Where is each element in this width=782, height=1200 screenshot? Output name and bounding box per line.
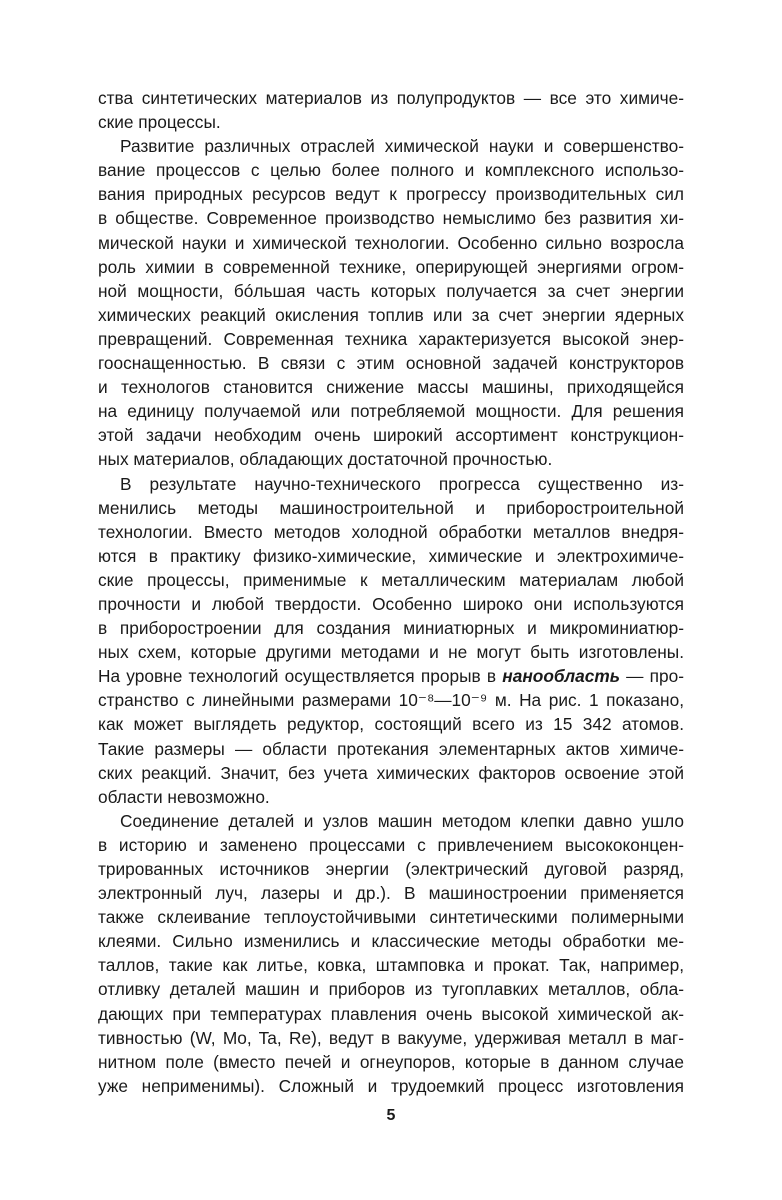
text-line: ских реакций. Значит, без учета химических факторов освоение этой bbox=[98, 762, 684, 783]
paragraph-2 bbox=[98, 134, 684, 471]
paragraph-3 bbox=[98, 472, 684, 809]
page-body bbox=[98, 86, 684, 1098]
text-line: прочности и любой твердости. Особенно широко они используются bbox=[98, 593, 684, 614]
text-fragment: — про- bbox=[619, 666, 684, 687]
text-line: Развитие различных отраслей химической науки и совершенство- bbox=[120, 136, 684, 157]
text-line: превращений. Современная техника характеризуется высокой энер- bbox=[98, 328, 684, 349]
text-line: ются в практику физико-химические, химические и электрохимиче- bbox=[98, 545, 684, 566]
text-line: и технологов становится снижение массы машины, приходящейся bbox=[98, 377, 684, 398]
text-fragment: На уровне технологий осуществляется прорыв в bbox=[98, 666, 503, 687]
text-line: ных схем, которые другими методами и не могут быть изготовлены. bbox=[98, 642, 684, 663]
text-line: также склеивание теплоустойчивыми синтетическими полимерными bbox=[98, 907, 684, 928]
text-line: на единицу получаемой или потребляемой мощности. Для решения bbox=[98, 401, 684, 422]
text-line: ские процессы. bbox=[98, 112, 221, 133]
text-line: в обществе. Современное производство немыслимо без развития хи- bbox=[98, 208, 684, 229]
text-line: В результате научно-технического прогресса существенно из- bbox=[120, 473, 684, 494]
text-line: технологии. Вместо методов холодной обработки металлов внедря- bbox=[98, 521, 684, 542]
text-line: клеями. Сильно изменились и классические методы обработки ме- bbox=[98, 931, 684, 952]
page-number: 5 bbox=[386, 1107, 396, 1124]
text-line: уже неприменимы). Сложный и трудоемкий процесс изготовления bbox=[98, 1075, 684, 1096]
paragraph-4 bbox=[98, 809, 684, 1098]
text-line: в приборостроении для создания миниатюрных и микроминиатюр- bbox=[98, 618, 684, 639]
text-line: как может выглядеть редуктор, состоящий всего из 15 342 атомов. bbox=[98, 714, 684, 735]
text-line: дающих при температурах плавления очень высокой химической ак- bbox=[98, 1003, 684, 1024]
text-line: странство с линейными размерами 10⁻⁸—10⁻⁹ м. На рис. 1 показано, bbox=[98, 690, 684, 711]
emphasized-term: нанообласть bbox=[502, 666, 620, 687]
text-line: Соединение деталей и узлов машин методом клепки давно ушло bbox=[120, 810, 684, 831]
text-line: роль химии в современной технике, оперирующей энергиями огром- bbox=[98, 256, 684, 277]
text-line: мической науки и химической технологии. Особенно сильно возросла bbox=[98, 232, 684, 253]
text-line: этой задачи необходим очень широкий ассортимент конструкцион- bbox=[98, 425, 684, 446]
text-line: ных материалов, обладающих достаточной прочностью. bbox=[98, 449, 553, 470]
text-line: электронный луч, лазеры и др.). В машиностроении применяется bbox=[98, 883, 684, 904]
text-line: ские процессы, применимые к металлическим материалам любой bbox=[98, 569, 684, 590]
text-line: менились методы машиностроительной и приборостроительной bbox=[98, 497, 684, 518]
text-line: отливку деталей машин и приборов из тугоплавких металлов, обла- bbox=[98, 979, 684, 1000]
text-line: в историю и заменено процессами с привлечением высококонцен- bbox=[98, 834, 684, 855]
text-line: вание процессов с целью более полного и комплексного использо- bbox=[98, 160, 684, 181]
text-line: Такие размеры — области протекания элементарных актов химиче- bbox=[98, 738, 684, 759]
text-line: нитном поле (вместо печей и огнеупоров, которые в данном случае bbox=[98, 1051, 684, 1072]
paragraph-1 bbox=[98, 86, 684, 134]
text-line: таллов, такие как литье, ковка, штамповка и прокат. Так, например, bbox=[98, 955, 684, 976]
text-line-with-term bbox=[98, 664, 684, 688]
text-line: ства синтетических материалов из полупродуктов — все это химиче- bbox=[98, 88, 684, 108]
text-line: области невозможно. bbox=[98, 786, 270, 807]
text-line: тивностью (W, Mo, Ta, Re), ведут в вакууме, удерживая металл в маг- bbox=[98, 1027, 684, 1048]
text-line: вания природных ресурсов ведут к прогрессу производительных сил bbox=[98, 184, 684, 205]
text-line: трированных источников энергии (электрический дуговой разряд, bbox=[98, 859, 684, 879]
text-line: гооснащенностью. В связи с этим основной задачей конструкторов bbox=[98, 353, 684, 374]
text-line: химических реакций окисления топлив или за счет энергии ядерных bbox=[98, 304, 684, 325]
text-line: ной мощности, бóльшая часть которых получается за счет энергии bbox=[98, 280, 684, 301]
